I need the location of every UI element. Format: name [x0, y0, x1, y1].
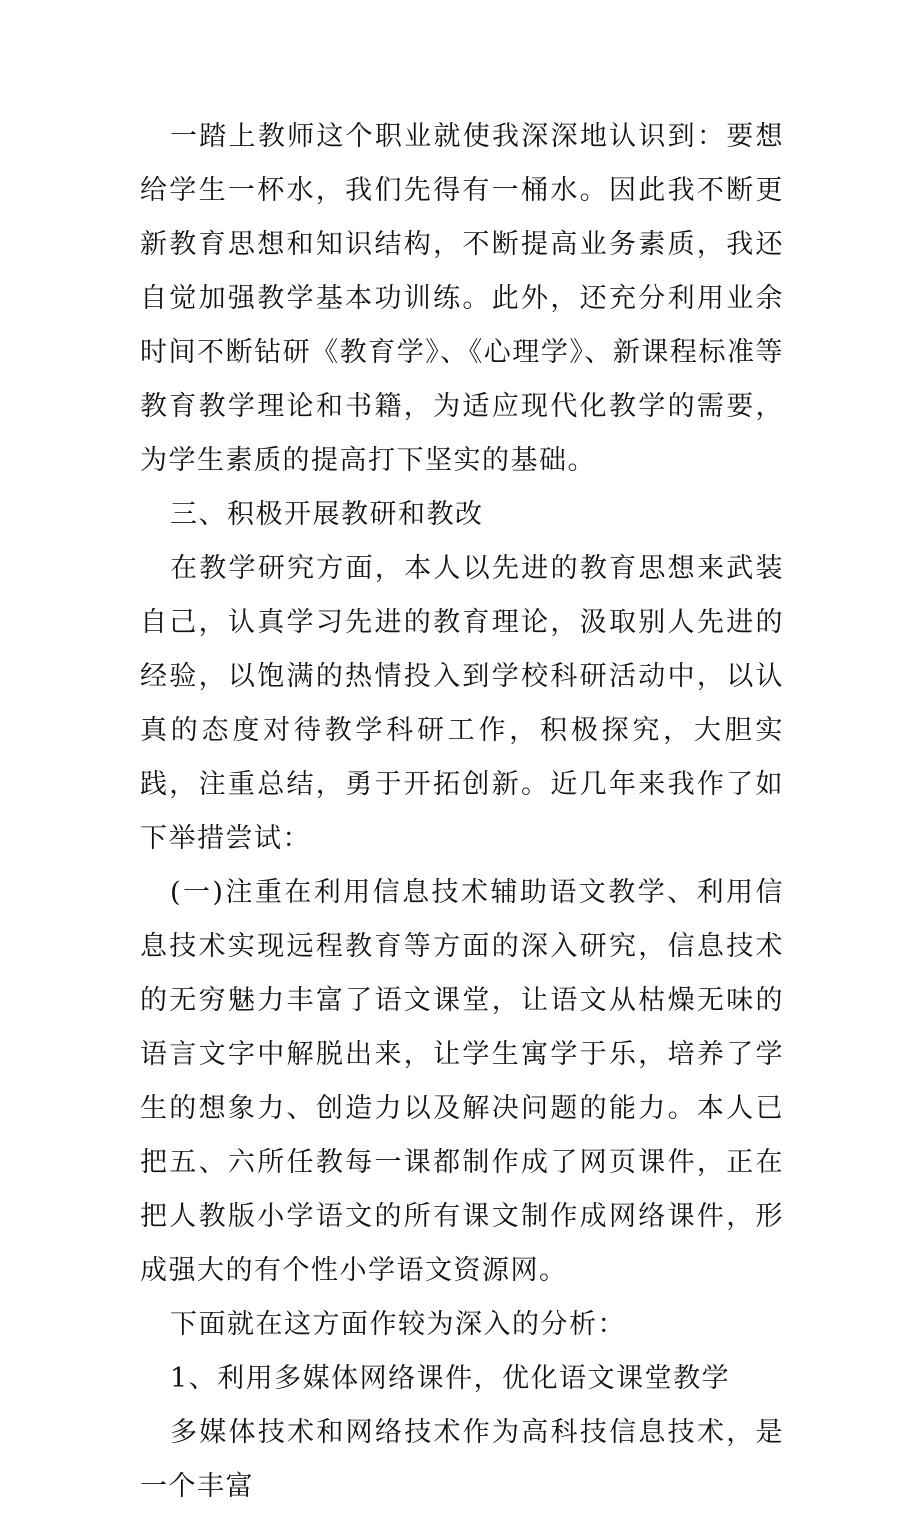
paragraph-analysis-intro: 下面就在这方面作较为深入的分析： — [170, 1309, 626, 1340]
section-heading-research: 三、积极开展教研和教改 — [170, 499, 484, 530]
paragraph-teacher-learning: 一踏上教师这个职业就使我深深地认识到：要想给学生一杯水，我们先得有一桶水。因此我不断更新教育思想和知识结构，不断提高业务素质，我还自觉加强教学基本功训练。此外，还充分利用业余时间不断钻研《教育学》、《心理学》、新课程标准等教育教学理论和书籍，为适应现代化教学的需要，为学生素质的提高打下坚实的基础。 — [140, 121, 784, 476]
subheading-multimedia: 1、利用多媒体网络课件，优化语文课堂教学 — [170, 1363, 731, 1394]
paragraph-multimedia-start: 多媒体技术和网络技术作为高科技信息技术，是一个丰富 — [140, 1417, 784, 1502]
paragraph-info-tech: (一)注重在利用信息技术辅助语文教学、利用信息技术实现远程教育等方面的深入研究，信息技术的无穷魅力丰富了语文课堂，让语文从枯燥无味的语言文字中解脱出来，让学生寓学于乐，培养了学生的想象力、创造力以及解决问题的能力。本人已把五、六所任教每一课都制作成了网页课件，正在把人教版小学语文的所有课文制作成网络课件，形成强大的有个性小学语文资源网。 — [140, 877, 784, 1286]
paragraph-research-approach: 在教学研究方面，本人以先进的教育思想来武装自己，认真学习先进的教育理论，汲取别人先进的经验，以饱满的热情投入到学校科研活动中，以认真的态度对待教学科研工作，积极探究，大胆实践，注重总结，勇于开拓创新。近几年来我作了如下举措尝试： — [140, 553, 784, 854]
document-body — [140, 110, 784, 1514]
